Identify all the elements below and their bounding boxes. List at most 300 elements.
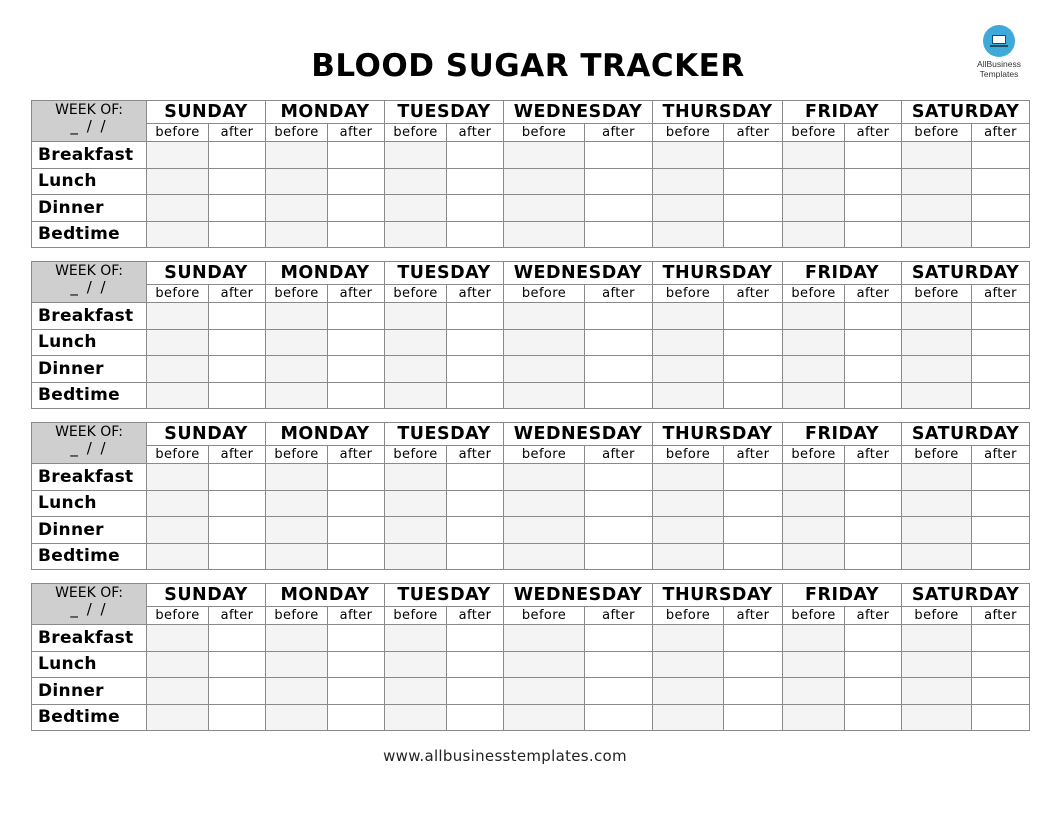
reading-cell[interactable] bbox=[266, 704, 328, 731]
reading-cell[interactable] bbox=[585, 142, 653, 169]
reading-cell[interactable] bbox=[328, 704, 385, 731]
logo-text: AllBusiness Templates bbox=[977, 59, 1021, 79]
reading-cell[interactable] bbox=[724, 142, 783, 169]
reading-cell[interactable] bbox=[585, 543, 653, 570]
reading-cell[interactable] bbox=[328, 490, 385, 517]
reading-cell[interactable] bbox=[147, 704, 209, 731]
reading-cell[interactable] bbox=[845, 704, 902, 731]
day-header: THURSDAY bbox=[653, 423, 783, 446]
footer-url[interactable]: www.allbusinesstemplates.com bbox=[383, 747, 627, 765]
reading-cell[interactable] bbox=[385, 329, 447, 356]
reading-cell[interactable] bbox=[972, 195, 1030, 222]
reading-cell[interactable] bbox=[504, 490, 585, 517]
reading-cell[interactable] bbox=[845, 168, 902, 195]
day-header: TUESDAY bbox=[385, 101, 504, 124]
laptop-icon bbox=[983, 25, 1015, 57]
table-row bbox=[32, 168, 1030, 195]
reading-cell[interactable] bbox=[447, 382, 504, 409]
reading-cell[interactable] bbox=[783, 704, 845, 731]
week-date-field[interactable]: _ / / bbox=[70, 278, 108, 296]
reading-cell[interactable] bbox=[845, 625, 902, 652]
reading-cell[interactable] bbox=[447, 625, 504, 652]
reading-cell[interactable] bbox=[845, 651, 902, 678]
reading-cell[interactable] bbox=[147, 221, 209, 248]
reading-cell[interactable] bbox=[447, 704, 504, 731]
reading-cell[interactable] bbox=[902, 543, 972, 570]
reading-cell[interactable] bbox=[585, 168, 653, 195]
reading-cell[interactable] bbox=[653, 678, 724, 705]
reading-cell[interactable] bbox=[724, 168, 783, 195]
meal-label: Lunch bbox=[32, 651, 147, 678]
day-header: WEDNESDAY bbox=[504, 584, 653, 607]
reading-cell[interactable] bbox=[209, 651, 266, 678]
reading-cell[interactable] bbox=[845, 221, 902, 248]
reading-cell[interactable] bbox=[972, 329, 1030, 356]
reading-cell[interactable] bbox=[504, 329, 585, 356]
day-header: WEDNESDAY bbox=[504, 262, 653, 285]
reading-cell[interactable] bbox=[585, 303, 653, 330]
reading-cell[interactable] bbox=[585, 678, 653, 705]
before-label: before bbox=[653, 607, 724, 625]
day-header: FRIDAY bbox=[783, 584, 902, 607]
reading-cell[interactable] bbox=[585, 356, 653, 383]
reading-cell[interactable] bbox=[147, 356, 209, 383]
after-label: after bbox=[972, 124, 1030, 142]
reading-cell[interactable] bbox=[902, 168, 972, 195]
reading-cell[interactable] bbox=[845, 517, 902, 544]
reading-cell[interactable] bbox=[972, 517, 1030, 544]
day-header: SUNDAY bbox=[147, 101, 266, 124]
reading-cell[interactable] bbox=[653, 356, 724, 383]
reading-cell[interactable] bbox=[972, 356, 1030, 383]
reading-cell[interactable] bbox=[266, 678, 328, 705]
table-row bbox=[32, 142, 1030, 169]
reading-cell[interactable] bbox=[783, 543, 845, 570]
reading-cell[interactable] bbox=[845, 329, 902, 356]
reading-cell[interactable] bbox=[147, 678, 209, 705]
reading-cell[interactable] bbox=[504, 221, 585, 248]
reading-cell[interactable] bbox=[266, 195, 328, 222]
reading-cell[interactable] bbox=[724, 651, 783, 678]
reading-cell[interactable] bbox=[504, 678, 585, 705]
reading-cell[interactable] bbox=[209, 142, 266, 169]
after-label: after bbox=[585, 285, 653, 303]
after-label: after bbox=[209, 446, 266, 464]
reading-cell[interactable] bbox=[385, 303, 447, 330]
meal-label: Dinner bbox=[32, 356, 147, 383]
reading-cell[interactable] bbox=[209, 168, 266, 195]
after-label: after bbox=[209, 124, 266, 142]
reading-cell[interactable] bbox=[585, 464, 653, 491]
week-of-text: WEEK OF: bbox=[55, 102, 123, 118]
reading-cell[interactable] bbox=[385, 517, 447, 544]
reading-cell[interactable] bbox=[385, 221, 447, 248]
reading-cell[interactable] bbox=[147, 382, 209, 409]
reading-cell[interactable] bbox=[845, 303, 902, 330]
table-row bbox=[32, 490, 1030, 517]
reading-cell[interactable] bbox=[724, 625, 783, 652]
before-label: before bbox=[783, 607, 845, 625]
reading-cell[interactable] bbox=[266, 543, 328, 570]
day-header: WEDNESDAY bbox=[504, 101, 653, 124]
reading-cell[interactable] bbox=[447, 651, 504, 678]
reading-cell[interactable] bbox=[266, 625, 328, 652]
reading-cell[interactable] bbox=[385, 543, 447, 570]
reading-cell[interactable] bbox=[783, 382, 845, 409]
reading-cell[interactable] bbox=[783, 490, 845, 517]
before-label: before bbox=[653, 446, 724, 464]
reading-cell[interactable] bbox=[328, 517, 385, 544]
week-of-label[interactable] bbox=[32, 584, 147, 625]
reading-cell[interactable] bbox=[385, 625, 447, 652]
reading-cell[interactable] bbox=[653, 221, 724, 248]
before-label: before bbox=[385, 607, 447, 625]
reading-cell[interactable] bbox=[266, 329, 328, 356]
reading-cell[interactable] bbox=[328, 221, 385, 248]
reading-cell[interactable] bbox=[266, 490, 328, 517]
reading-cell[interactable] bbox=[783, 195, 845, 222]
reading-cell[interactable] bbox=[504, 168, 585, 195]
reading-cell[interactable] bbox=[385, 464, 447, 491]
day-header: SUNDAY bbox=[147, 423, 266, 446]
reading-cell[interactable] bbox=[209, 517, 266, 544]
reading-cell[interactable] bbox=[845, 382, 902, 409]
reading-cell[interactable] bbox=[504, 382, 585, 409]
reading-cell[interactable] bbox=[328, 303, 385, 330]
reading-cell[interactable] bbox=[209, 625, 266, 652]
reading-cell[interactable] bbox=[783, 329, 845, 356]
table-row bbox=[32, 651, 1030, 678]
meal-label: Bedtime bbox=[32, 543, 147, 570]
reading-cell[interactable] bbox=[447, 490, 504, 517]
reading-cell[interactable] bbox=[902, 704, 972, 731]
day-header: MONDAY bbox=[266, 423, 385, 446]
reading-cell[interactable] bbox=[147, 168, 209, 195]
before-label: before bbox=[653, 124, 724, 142]
reading-cell[interactable] bbox=[724, 517, 783, 544]
reading-cell[interactable] bbox=[653, 142, 724, 169]
day-header: FRIDAY bbox=[783, 101, 902, 124]
reading-cell[interactable] bbox=[447, 142, 504, 169]
reading-cell[interactable] bbox=[902, 625, 972, 652]
day-header: MONDAY bbox=[266, 101, 385, 124]
before-label: before bbox=[266, 124, 328, 142]
reading-cell[interactable] bbox=[902, 678, 972, 705]
reading-cell[interactable] bbox=[972, 490, 1030, 517]
reading-cell[interactable] bbox=[724, 678, 783, 705]
reading-cell[interactable] bbox=[266, 221, 328, 248]
after-label: after bbox=[209, 285, 266, 303]
reading-cell[interactable] bbox=[209, 303, 266, 330]
reading-cell[interactable] bbox=[783, 625, 845, 652]
before-label: before bbox=[902, 446, 972, 464]
reading-cell[interactable] bbox=[447, 543, 504, 570]
reading-cell[interactable] bbox=[504, 142, 585, 169]
reading-cell[interactable] bbox=[653, 651, 724, 678]
reading-cell[interactable] bbox=[266, 464, 328, 491]
reading-cell[interactable] bbox=[783, 517, 845, 544]
reading-cell[interactable] bbox=[724, 303, 783, 330]
reading-cell[interactable] bbox=[328, 195, 385, 222]
reading-cell[interactable] bbox=[385, 678, 447, 705]
reading-cell[interactable] bbox=[653, 704, 724, 731]
reading-cell[interactable] bbox=[783, 142, 845, 169]
reading-cell[interactable] bbox=[447, 329, 504, 356]
reading-cell[interactable] bbox=[783, 651, 845, 678]
page-title: BLOOD SUGAR TRACKER bbox=[311, 48, 745, 84]
reading-cell[interactable] bbox=[504, 195, 585, 222]
reading-cell[interactable] bbox=[328, 168, 385, 195]
reading-cell[interactable] bbox=[209, 490, 266, 517]
reading-cell[interactable] bbox=[147, 195, 209, 222]
reading-cell[interactable] bbox=[902, 142, 972, 169]
reading-cell[interactable] bbox=[653, 195, 724, 222]
weekly-tracker-table bbox=[31, 261, 1030, 409]
reading-cell[interactable] bbox=[266, 517, 328, 544]
reading-cell[interactable] bbox=[209, 678, 266, 705]
reading-cell[interactable] bbox=[724, 195, 783, 222]
reading-cell[interactable] bbox=[783, 464, 845, 491]
reading-cell[interactable] bbox=[845, 142, 902, 169]
meal-label: Breakfast bbox=[32, 303, 147, 330]
reading-cell[interactable] bbox=[902, 464, 972, 491]
reading-cell[interactable] bbox=[266, 168, 328, 195]
reading-cell[interactable] bbox=[902, 651, 972, 678]
reading-cell[interactable] bbox=[845, 543, 902, 570]
before-label: before bbox=[902, 285, 972, 303]
reading-cell[interactable] bbox=[972, 625, 1030, 652]
reading-cell[interactable] bbox=[902, 221, 972, 248]
reading-cell[interactable] bbox=[972, 382, 1030, 409]
reading-cell[interactable] bbox=[653, 329, 724, 356]
reading-cell[interactable] bbox=[147, 625, 209, 652]
before-label: before bbox=[783, 124, 845, 142]
reading-cell[interactable] bbox=[585, 490, 653, 517]
reading-cell[interactable] bbox=[147, 651, 209, 678]
reading-cell[interactable] bbox=[385, 142, 447, 169]
reading-cell[interactable] bbox=[447, 678, 504, 705]
before-label: before bbox=[783, 285, 845, 303]
after-label: after bbox=[447, 124, 504, 142]
week-of-label[interactable] bbox=[32, 423, 147, 464]
reading-cell[interactable] bbox=[585, 704, 653, 731]
reading-cell[interactable] bbox=[972, 168, 1030, 195]
reading-cell[interactable] bbox=[724, 704, 783, 731]
meal-label: Dinner bbox=[32, 678, 147, 705]
reading-cell[interactable] bbox=[209, 382, 266, 409]
week-date-field[interactable]: _ / / bbox=[70, 439, 108, 457]
reading-cell[interactable] bbox=[504, 651, 585, 678]
reading-cell[interactable] bbox=[266, 651, 328, 678]
weekly-tracker-table bbox=[31, 100, 1030, 248]
day-header: WEDNESDAY bbox=[504, 423, 653, 446]
reading-cell[interactable] bbox=[845, 490, 902, 517]
reading-cell[interactable] bbox=[972, 651, 1030, 678]
reading-cell[interactable] bbox=[209, 221, 266, 248]
reading-cell[interactable] bbox=[209, 195, 266, 222]
reading-cell[interactable] bbox=[902, 356, 972, 383]
reading-cell[interactable] bbox=[147, 329, 209, 356]
reading-cell[interactable] bbox=[328, 464, 385, 491]
before-label: before bbox=[385, 446, 447, 464]
reading-cell[interactable] bbox=[585, 195, 653, 222]
after-label: after bbox=[845, 607, 902, 625]
reading-cell[interactable] bbox=[845, 464, 902, 491]
reading-cell[interactable] bbox=[783, 303, 845, 330]
reading-cell[interactable] bbox=[328, 382, 385, 409]
reading-cell[interactable] bbox=[385, 168, 447, 195]
reading-cell[interactable] bbox=[447, 221, 504, 248]
day-header: TUESDAY bbox=[385, 584, 504, 607]
reading-cell[interactable] bbox=[653, 625, 724, 652]
reading-cell[interactable] bbox=[653, 490, 724, 517]
reading-cell[interactable] bbox=[209, 356, 266, 383]
week-of-text: WEEK OF: bbox=[55, 263, 123, 279]
reading-cell[interactable] bbox=[328, 678, 385, 705]
reading-cell[interactable] bbox=[504, 356, 585, 383]
reading-cell[interactable] bbox=[972, 221, 1030, 248]
reading-cell[interactable] bbox=[724, 329, 783, 356]
reading-cell[interactable] bbox=[653, 303, 724, 330]
reading-cell[interactable] bbox=[653, 543, 724, 570]
reading-cell[interactable] bbox=[783, 356, 845, 383]
reading-cell[interactable] bbox=[653, 168, 724, 195]
week-of-text: WEEK OF: bbox=[55, 424, 123, 440]
day-header: SATURDAY bbox=[902, 262, 1030, 285]
reading-cell[interactable] bbox=[447, 303, 504, 330]
reading-cell[interactable] bbox=[447, 195, 504, 222]
week-date-field[interactable]: _ / / bbox=[70, 117, 108, 135]
reading-cell[interactable] bbox=[783, 221, 845, 248]
reading-cell[interactable] bbox=[385, 382, 447, 409]
reading-cell[interactable] bbox=[902, 195, 972, 222]
reading-cell[interactable] bbox=[783, 678, 845, 705]
meal-label: Lunch bbox=[32, 168, 147, 195]
reading-cell[interactable] bbox=[724, 221, 783, 248]
reading-cell[interactable] bbox=[902, 490, 972, 517]
reading-cell[interactable] bbox=[147, 517, 209, 544]
reading-cell[interactable] bbox=[972, 142, 1030, 169]
reading-cell[interactable] bbox=[724, 356, 783, 383]
reading-cell[interactable] bbox=[385, 651, 447, 678]
week-of-label[interactable] bbox=[32, 262, 147, 303]
reading-cell[interactable] bbox=[585, 651, 653, 678]
reading-cell[interactable] bbox=[328, 651, 385, 678]
reading-cell[interactable] bbox=[653, 382, 724, 409]
reading-cell[interactable] bbox=[147, 142, 209, 169]
reading-cell[interactable] bbox=[504, 517, 585, 544]
reading-cell[interactable] bbox=[147, 464, 209, 491]
meal-label: Breakfast bbox=[32, 142, 147, 169]
reading-cell[interactable] bbox=[972, 678, 1030, 705]
after-label: after bbox=[845, 124, 902, 142]
reading-cell[interactable] bbox=[209, 704, 266, 731]
reading-cell[interactable] bbox=[266, 356, 328, 383]
reading-cell[interactable] bbox=[724, 490, 783, 517]
reading-cell[interactable] bbox=[328, 356, 385, 383]
reading-cell[interactable] bbox=[724, 543, 783, 570]
reading-cell[interactable] bbox=[328, 543, 385, 570]
reading-cell[interactable] bbox=[447, 168, 504, 195]
reading-cell[interactable] bbox=[385, 490, 447, 517]
week-date-field[interactable]: _ / / bbox=[70, 600, 108, 618]
reading-cell[interactable] bbox=[209, 543, 266, 570]
reading-cell[interactable] bbox=[209, 464, 266, 491]
reading-cell[interactable] bbox=[653, 464, 724, 491]
reading-cell[interactable] bbox=[328, 329, 385, 356]
reading-cell[interactable] bbox=[504, 543, 585, 570]
reading-cell[interactable] bbox=[845, 195, 902, 222]
reading-cell[interactable] bbox=[972, 704, 1030, 731]
before-label: before bbox=[385, 124, 447, 142]
reading-cell[interactable] bbox=[724, 382, 783, 409]
reading-cell[interactable] bbox=[585, 329, 653, 356]
table-row bbox=[32, 356, 1030, 383]
reading-cell[interactable] bbox=[585, 221, 653, 248]
reading-cell[interactable] bbox=[504, 625, 585, 652]
reading-cell[interactable] bbox=[147, 303, 209, 330]
table-row bbox=[32, 195, 1030, 222]
reading-cell[interactable] bbox=[328, 625, 385, 652]
day-header: SATURDAY bbox=[902, 584, 1030, 607]
meal-label: Breakfast bbox=[32, 625, 147, 652]
reading-cell[interactable] bbox=[845, 678, 902, 705]
after-label: after bbox=[724, 607, 783, 625]
reading-cell[interactable] bbox=[385, 195, 447, 222]
reading-cell[interactable] bbox=[147, 490, 209, 517]
reading-cell[interactable] bbox=[504, 704, 585, 731]
reading-cell[interactable] bbox=[653, 517, 724, 544]
reading-cell[interactable] bbox=[328, 142, 385, 169]
reading-cell[interactable] bbox=[504, 303, 585, 330]
reading-cell[interactable] bbox=[783, 168, 845, 195]
week-of-label[interactable] bbox=[32, 101, 147, 142]
reading-cell[interactable] bbox=[266, 382, 328, 409]
reading-cell[interactable] bbox=[504, 464, 585, 491]
reading-cell[interactable] bbox=[902, 382, 972, 409]
reading-cell[interactable] bbox=[902, 303, 972, 330]
reading-cell[interactable] bbox=[385, 704, 447, 731]
reading-cell[interactable] bbox=[447, 517, 504, 544]
reading-cell[interactable] bbox=[147, 543, 209, 570]
reading-cell[interactable] bbox=[972, 303, 1030, 330]
after-label: after bbox=[585, 446, 653, 464]
reading-cell[interactable] bbox=[447, 464, 504, 491]
reading-cell[interactable] bbox=[209, 329, 266, 356]
reading-cell[interactable] bbox=[585, 382, 653, 409]
weekly-tracker-table bbox=[31, 422, 1030, 570]
reading-cell[interactable] bbox=[902, 329, 972, 356]
before-label: before bbox=[385, 285, 447, 303]
reading-cell[interactable] bbox=[724, 464, 783, 491]
reading-cell[interactable] bbox=[266, 142, 328, 169]
before-label: before bbox=[902, 607, 972, 625]
reading-cell[interactable] bbox=[585, 517, 653, 544]
after-label: after bbox=[328, 285, 385, 303]
reading-cell[interactable] bbox=[447, 356, 504, 383]
reading-cell[interactable] bbox=[585, 625, 653, 652]
reading-cell[interactable] bbox=[902, 517, 972, 544]
after-label: after bbox=[447, 446, 504, 464]
reading-cell[interactable] bbox=[385, 356, 447, 383]
reading-cell[interactable] bbox=[972, 464, 1030, 491]
meal-label: Lunch bbox=[32, 329, 147, 356]
table-row bbox=[32, 221, 1030, 248]
reading-cell[interactable] bbox=[845, 356, 902, 383]
before-label: before bbox=[147, 607, 209, 625]
reading-cell[interactable] bbox=[266, 303, 328, 330]
reading-cell[interactable] bbox=[972, 543, 1030, 570]
